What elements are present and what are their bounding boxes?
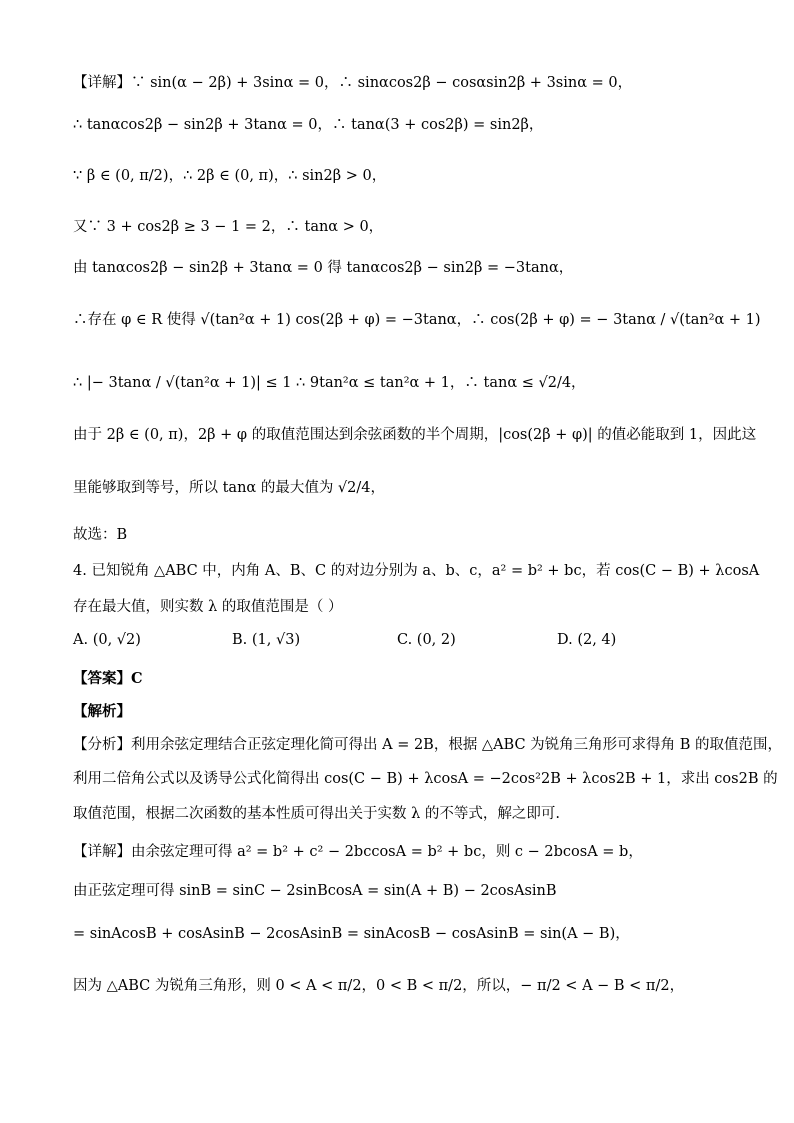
text-line-3: ∵ β ∈ (0, π/2)，∴ 2β ∈ (0, π)，∴ sin2β > 0， xyxy=(73,168,387,184)
analysis-label: 【解析】 xyxy=(73,703,131,720)
text-line-10: 故选：B xyxy=(73,527,128,543)
detail-line-1: 【详解】由余弦定理可得 a² = b² + c² − 2bccosA = b² + bc，则 c − 2bcosA = b， xyxy=(73,844,643,860)
detail-line-4: 因为 △ABC 为锐角三角形，则 0 < A < π/2，0 < B < π/2，所以，− π/2 < A − B < π/2， xyxy=(73,978,685,994)
analysis-line-1: 【分析】利用余弦定理结合正弦定理化简可得出 A = 2B，根据 △ABC 为锐角三角形可求得角 B 的取值范围， xyxy=(73,737,783,753)
text-line-1: 【详解】∵ sin(α − 2β) + 3sinα = 0，∴ sinαcos2β − cosαsin2β + 3sinα = 0， xyxy=(73,75,633,91)
detail-line-3: = sinAcosB + cosAsinB − 2cosAsinB = sinAcosB − cosAsinB = sin(A − B)， xyxy=(73,926,630,942)
option-b: B. (1, √3) xyxy=(232,632,301,648)
analysis-line-3: 取值范围，根据二次函数的基本性质可得出关于实数 λ 的不等式，解之即可. xyxy=(73,806,561,822)
option-a: A. (0, √2) xyxy=(73,632,141,648)
text-line-9: 里能够取到等号，所以 tanα 的最大值为 √2/4， xyxy=(73,480,386,496)
text-line-2: ∴ tanαcos2β − sin2β + 3tanα = 0，∴ tanα(3 + cos2β) = sin2β， xyxy=(73,117,544,133)
text-line-8: 由于 2β ∈ (0, π)，2β + φ 的取值范围达到余弦函数的半个周期，|cos(2β + φ)| 的值必能取到 1，因此这 xyxy=(73,427,757,443)
question-4-stem-cont: 存在最大值，则实数 λ 的取值范围是（ ） xyxy=(73,599,343,615)
answer-label: 【答案】C xyxy=(73,670,143,687)
question-4-stem: 4. 已知锐角 △ABC 中，内角 A、B、C 的对边分别为 a、b、c，a² = b² + bc，若 cos(C − B) + λcosA xyxy=(73,563,760,579)
option-c: C. (0, 2) xyxy=(397,632,456,648)
option-d: D. (2, 4) xyxy=(557,632,617,648)
detail-line-2: 由正弦定理可得 sinB = sinC − 2sinBcosA = sin(A + B) − 2cosAsinB xyxy=(73,883,557,899)
text-line-5: 由 tanαcos2β − sin2β + 3tanα = 0 得 tanαcos2β − sin2β = −3tanα， xyxy=(73,260,574,276)
text-line-6: ∴存在 φ ∈ R 使得 √(tan²α + 1) cos(2β + φ) = −3tanα，∴ cos(2β + φ) = − 3tanα / √(tan²α + 1) xyxy=(73,312,761,328)
text-line-4: 又∵ 3 + cos2β ≥ 3 − 1 = 2，∴ tanα > 0， xyxy=(73,219,384,235)
text-line-7: ∴ |− 3tanα / √(tan²α + 1)| ≤ 1 ∴ 9tan²α ≤ tan²α + 1，∴ tanα ≤ √2/4， xyxy=(73,375,586,391)
analysis-line-2: 利用二倍角公式以及诱导公式化简得出 cos(C − B) + λcosA = −2cos²2B + λcos2B + 1，求出 cos2B 的 xyxy=(73,771,778,787)
